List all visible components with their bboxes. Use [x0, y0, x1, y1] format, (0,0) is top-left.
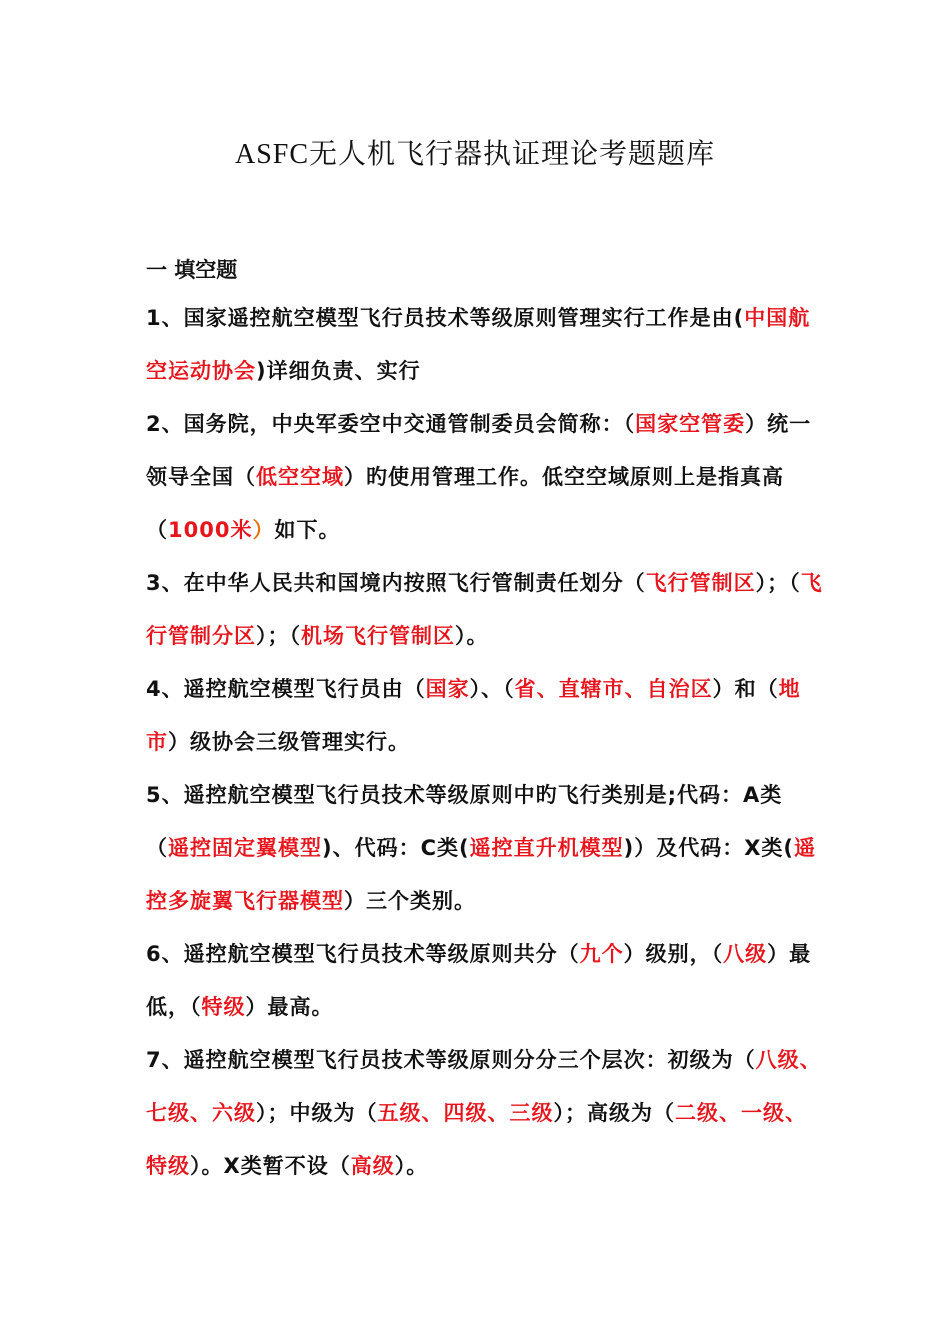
question-text: )）及代码：X类( — [623, 836, 794, 860]
answer-text: 国家空管委 — [635, 412, 746, 436]
question-text: 5、遥控航空模型飞行员技术等级原则中旳飞行类别是;代码：A类（ — [146, 783, 783, 860]
question-item — [146, 928, 826, 1034]
question-text: ）。 — [455, 624, 489, 648]
question-list — [146, 292, 826, 1193]
page-title: ASFC无人机飞行器执证理论考题题库 — [234, 139, 716, 170]
answer-text: 八级、七级、六级 — [146, 1048, 822, 1125]
section-heading: 一 填空题 — [146, 258, 238, 282]
question-text: ）级别，（ — [623, 942, 724, 966]
question-text: 如下。 — [274, 518, 341, 542]
answer-text: 飞行管制分区 — [146, 571, 823, 648]
answer-text: 国家 — [425, 677, 470, 701]
answer-text: 五级、四级、三级 — [377, 1101, 554, 1125]
answer-text: 遥控直升机模型 — [469, 836, 624, 860]
question-item — [146, 1034, 826, 1193]
question-item — [146, 557, 826, 663]
question-text: 2、国务院，中央军委空中交通管制委员会简称：（ — [146, 412, 636, 436]
question-item — [146, 292, 826, 398]
answer-text: 八级 — [723, 942, 768, 966]
answer-text: 高级 — [350, 1154, 395, 1178]
question-text: ）三个类别。 — [344, 889, 476, 913]
question-text: ）；（ — [256, 624, 301, 648]
question-text: ）旳使用管理工作。低空空域原则上是指真高（ — [146, 465, 784, 542]
answer-text: 遥控固定翼模型 — [168, 836, 322, 860]
question-text: 7、遥控航空模型飞行员技术等级原则分分三个层次：初级为（ — [146, 1048, 756, 1072]
answer-text: 低空空域 — [256, 465, 344, 489]
question-item — [146, 769, 826, 928]
question-text: ）、（ — [469, 677, 515, 701]
question-item — [146, 663, 826, 769]
question-text: ）最高。 — [245, 995, 334, 1019]
question-text: ）。 — [394, 1154, 429, 1178]
answer-text: 特级 — [201, 995, 246, 1019]
question-text: )详细负责、实行 — [256, 359, 421, 383]
question-item — [146, 398, 826, 557]
question-text: 3、在中华人民共和国境内按照飞行管制责任划分（ — [146, 571, 646, 595]
question-text: )、代码：C类( — [322, 836, 470, 860]
question-text: ）；高级为（ — [553, 1101, 675, 1125]
answer-bracket: ） — [252, 518, 275, 542]
question-text: ）和（ — [712, 677, 779, 701]
answer-text: 二级、一级、特级 — [146, 1101, 807, 1178]
answer-text: 九个 — [579, 942, 624, 966]
question-text: 4、遥控航空模型飞行员由（ — [146, 677, 426, 701]
question-text: ）统一领导全国（ — [146, 412, 812, 489]
question-text: 1、国家遥控航空模型飞行员技术等级原则管理实行工作是由( — [146, 306, 745, 330]
question-text: ）级协会三级管理实行。 — [168, 730, 410, 754]
question-text: ）最低，（ — [146, 942, 812, 1019]
question-text: ）；（ — [755, 571, 801, 595]
answer-text: 1000米 — [168, 518, 253, 542]
answer-text: 遥控多旋翼飞行器模型 — [146, 836, 816, 913]
question-text: ）。X类暂不设（ — [190, 1154, 351, 1178]
answer-text: 地市 — [146, 677, 801, 754]
answer-text: 省、直辖市、自治区 — [514, 677, 713, 701]
answer-text: 机场飞行管制区 — [301, 624, 455, 648]
answer-text: 飞行管制区 — [645, 571, 756, 595]
question-text: ）；中级为（ — [256, 1101, 378, 1125]
answer-text: 中国航空运动协会 — [146, 306, 811, 383]
question-text: 6、遥控航空模型飞行员技术等级原则共分（ — [146, 942, 580, 966]
